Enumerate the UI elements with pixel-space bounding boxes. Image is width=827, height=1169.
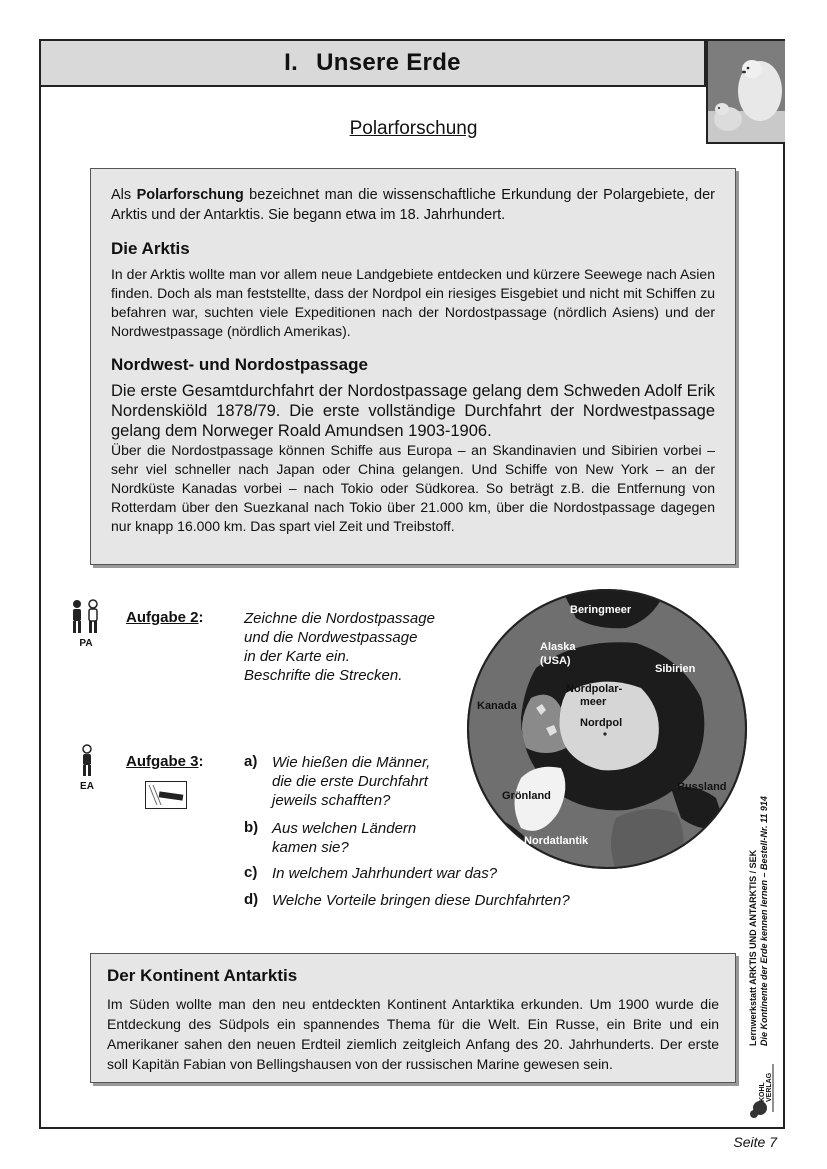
- question-line: die die erste Durchfahrt: [272, 773, 428, 790]
- task2-label: [126, 609, 204, 626]
- sidebar-line-2: Die Kontinente der Erde kennen lernen – Bestell-Nr. 11 914: [759, 796, 769, 1046]
- question-d-letter: d): [244, 891, 259, 908]
- individual-work-caption: EA: [80, 781, 94, 792]
- partner-work-icon: [68, 598, 102, 643]
- sidebar-line-1: Lernwerkstatt ARKTIS UND ANTARKTIS / SEK: [748, 849, 758, 1046]
- chapter-number: I.: [284, 49, 299, 76]
- intro-info-box: [90, 168, 736, 565]
- intro-pre: Als: [111, 187, 132, 203]
- task3-label: [126, 753, 204, 770]
- passage-paragraph-small: Über die Nordostpassage können Schiffe aus Europa – an Skandinavien und Sibirien vorbei – sehr viel schneller nach Japan oder China gelangen. Und Schiffe von New York – an der Nordküste Kanadas vorbei – nach Tokio oder Südkorea. So beträgt z.B. die Entfernung von Rotterdam über den Suezkanal nach Tokio über 21.000 km, über die Nordostpassage dagegen nur knapp 16.000 km. Das spart viel Zeit und Treibstoff.: [111, 442, 715, 534]
- question-d-text: [272, 891, 570, 910]
- question-line: In welchem Jahrhundert war das?: [272, 865, 498, 882]
- publisher-name: KOHL VERLAG: [759, 1072, 773, 1102]
- map-label-nordpol: Nordpol: [580, 717, 623, 729]
- chapter-title: [284, 49, 461, 77]
- intro-bold-term: Polarforschung: [136, 187, 244, 203]
- task2-line: Zeichne die Nordostpassage: [244, 610, 435, 627]
- map-label-russland: Russland: [677, 781, 727, 793]
- publisher-sidebar: [748, 726, 770, 1046]
- task2-line: Beschrifte die Strecken.: [244, 667, 403, 684]
- question-b-text: [272, 819, 416, 857]
- task2-line: in der Karte ein.: [244, 648, 350, 665]
- question-b-letter: b): [244, 819, 259, 836]
- question-a-letter: a): [244, 753, 258, 770]
- question-line: Welche Vorteile bringen diese Durchfahrten?: [272, 892, 570, 909]
- question-line: kamen sie?: [272, 839, 349, 856]
- arktis-heading: Die Arktis: [111, 239, 190, 258]
- map-label-nordatlantik: Nordatlantik: [524, 835, 589, 847]
- intro-post: bezeichnet man die wissenschaftliche Erkundung der Polargebiete, der Arktis und der Antarktis. Sie begann etwa im 18. Jahrhundert.: [111, 187, 715, 223]
- map-label-alaska: Alaska: [540, 641, 576, 653]
- antarktis-info-box: [90, 953, 736, 1083]
- partner-work-caption: PA: [79, 638, 93, 649]
- question-line: jeweils schafften?: [272, 792, 391, 809]
- task2-instructions: [244, 609, 435, 685]
- map-label-nordpolarmeer-1: Nordpolar-: [566, 683, 623, 695]
- map-label-nordpolarmeer-2: meer: [580, 696, 607, 708]
- antarktis-heading: Der Kontinent Antarktis: [107, 966, 298, 985]
- passage-heading: Nordwest- und Nordostpassage: [111, 355, 368, 374]
- intro-paragraph: [111, 185, 715, 225]
- question-line: Aus welchen Ländern: [272, 820, 417, 837]
- question-c-text: [272, 864, 497, 883]
- task2-label-text: Aufgabe 2: [126, 609, 199, 626]
- page-number: Seite 7: [733, 1134, 777, 1150]
- task3-label-text: Aufgabe 3: [126, 753, 199, 770]
- publisher-logo: [749, 1062, 779, 1120]
- task2-line: und die Nordwestpassage: [244, 629, 418, 646]
- page-subtitle: Polarforschung: [349, 118, 478, 139]
- arctic-map: [466, 588, 748, 870]
- map-label-usa: (USA): [540, 655, 571, 667]
- map-label-groenland: Grönland: [502, 790, 551, 802]
- map-label-sibirien: Sibirien: [655, 663, 696, 675]
- task3-colon: :: [198, 753, 204, 770]
- map-label-kanada: Kanada: [477, 700, 517, 712]
- chapter-header: [41, 41, 706, 87]
- chapter-title-text: Unsere Erde: [316, 49, 461, 76]
- question-a-text: [272, 753, 430, 810]
- question-c-letter: c): [244, 864, 258, 881]
- task2-colon: :: [198, 609, 204, 626]
- antarktis-paragraph: Im Süden wollte man den neu entdeckten Kontinent Antarktika erkunden. Um 1900 wurde die Entdeckung des Südpols ein spannendes Thema für die Welt. Ein Russe, ein Brite und ein Amerikaner sahen den neuen Erdteil ziemlich zeitgleich Anfang des 20. Jahrhunderts. Der erste soll Kapitän Fabian von Bellingshausen von der russischen Marine gewesen sein.: [107, 996, 719, 1072]
- question-line: Wie hießen die Männer,: [272, 754, 431, 771]
- writing-pen-icon: [145, 781, 187, 814]
- passage-paragraph-large: Die erste Gesamtdurchfahrt der Nordostpassage gelang dem Schweden Adolf Erik Nordenskiöld 1878/79. Die erste vollständige Durchfahrt der Nordwestpassage gelang dem Norweger Roald Amundsen 1903-1906.: [111, 382, 715, 440]
- map-label-beringmeer: Beringmeer: [570, 604, 632, 616]
- arktis-paragraph: In der Arktis wollte man vor allem neue Landgebiete entdecken und kürzere Seewege nach Asien finden. Doch als man feststellte, dass der Nordpol ein riesiges Eisgebiet und nicht mit Schiffen zu befahren war, suchten viele Expeditionen nach der Nordostpassage (nördlich Asiens) und der Nordwestpassage (nördlich Amerikas).: [111, 266, 715, 339]
- individual-work-icon: [78, 743, 96, 784]
